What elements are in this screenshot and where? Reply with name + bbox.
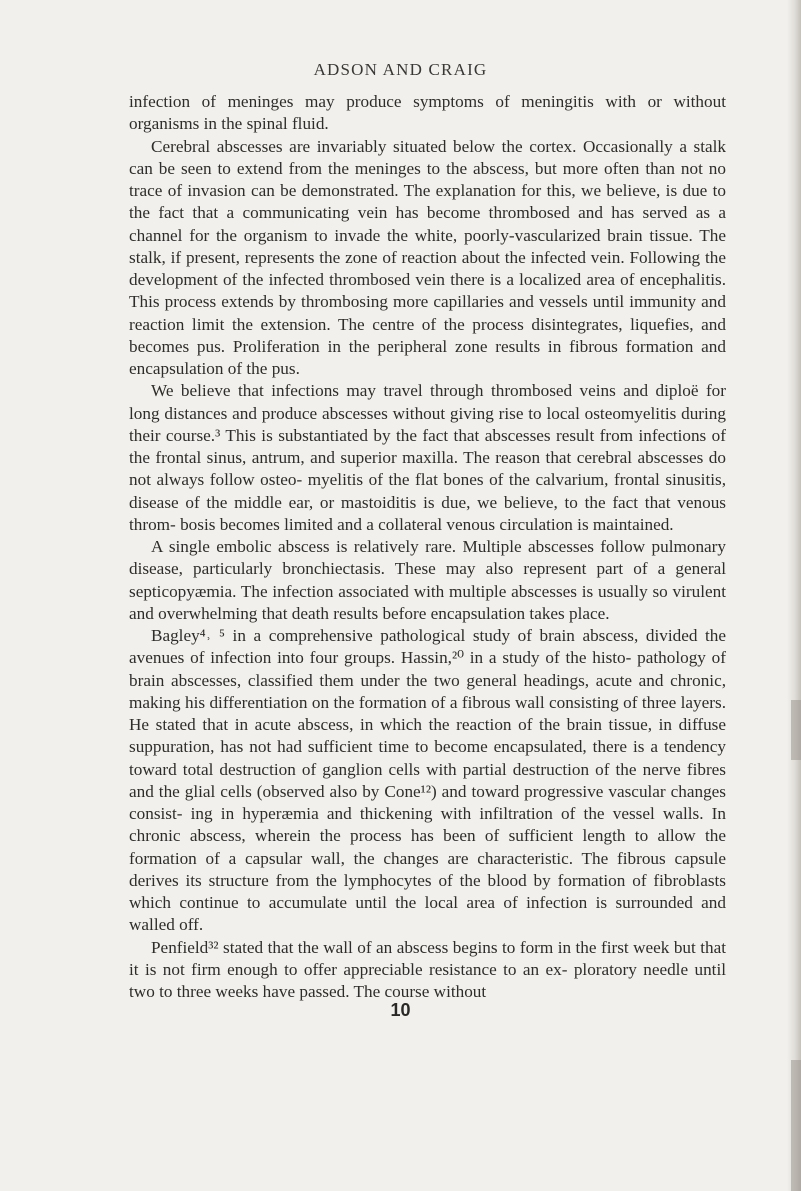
body-text [129,91,726,1003]
paragraph-bagley-hassin: Bagley⁴˒ ⁵ in a comprehensive pathological study of brain abscess, divided the avenues of infection into four groups. Hassin,²⁰ in a study of the histo- pathology of brain abscesses, classified them under the two general headings, acute and chronic, making his differentiation on the formation of a fibrous wall consisting of three layers. He stated that in acute abscess, in which the reaction of the brain tissue, in diffuse suppuration, has not had sufficient time to become encapsulated, there is a tendency toward total destruction of ganglion cells with partial destruction of the nerve fibres and the glial cells (observed also by Cone¹²) and toward progressive vascular changes consist- ing in hyperæmia and thickening with infiltration of the vessel walls. In chronic abscess, wherein the process has been of sufficient length to allow the formation of a capsular wall, the changes are characteristic. The fibrous capsule derives its structure from the lymphocytes of the blood by formation of fibroblasts which continue to accumulate until the local area of infection is surrounded and walled off. [129,626,726,935]
paragraph-embolic-abscess: A single embolic abscess is relatively rare. Multiple abscesses follow pulmonary disease, particularly bronchiectasis. These may also represent part of a general septicopyæmia. The infection associated with multiple abscesses is usually so virulent and overwhelming that death results before encapsulation takes place. [129,537,726,623]
page-edge-mark [791,700,801,760]
paragraph-cerebral-abscess-location: Cerebral abscesses are invariably situated below the cortex. Occasionally a stalk can be seen to extend from the meninges to the abscess, but more often than not no trace of invasion can be demonstrated. The explanation for this, we believe, is due to the fact that a communicating vein has become thrombosed and has served as a channel for the organism to invade the white, poorly-vascularized brain tissue. The stalk, if present, represents the zone of reaction about the infected vein. Following the development of the infected thrombosed vein there is a localized area of encephalitis. This process extends by thrombosing more capillaries and vessels until immunity and reaction limit the extension. The centre of the process disintegrates, liquefies, and becomes pus. Proliferation in the peripheral zone results in fibrous formation and encapsulation of the pus. [129,136,726,378]
running-head: ADSON AND CRAIG [313,60,488,79]
page-number: 10 [390,1000,411,1020]
paragraph-thrombosed-veins: We believe that infections may travel through thrombosed veins and diploë for long distances and produce abscesses without giving rise to local osteomyelitis during their course.³ This is substantiated by the fact that abscesses result from infections of the frontal sinus, antrum, and superior maxilla. The reason that cerebral abscesses do not always follow osteo- myelitis of the flat bones of the calvarium, frontal sinusitis, disease of the middle ear, or mastoiditis is due, we believe, to the fact that venous throm- bosis becomes limited and a collateral venous circulation is maintained. [129,381,726,534]
paragraph-continuation: infection of meninges may produce symptoms of meningitis with or without organisms in the spinal fluid. [129,92,726,134]
paragraph-penfield: Penfield³² stated that the wall of an abscess begins to form in the first week but that it is not firm enough to offer appreciable resistance to an ex- ploratory needle until two to three weeks have passed. The course without [129,937,726,1001]
page-edge-mark [791,1060,801,1191]
page-edge-shadow [787,0,801,1191]
